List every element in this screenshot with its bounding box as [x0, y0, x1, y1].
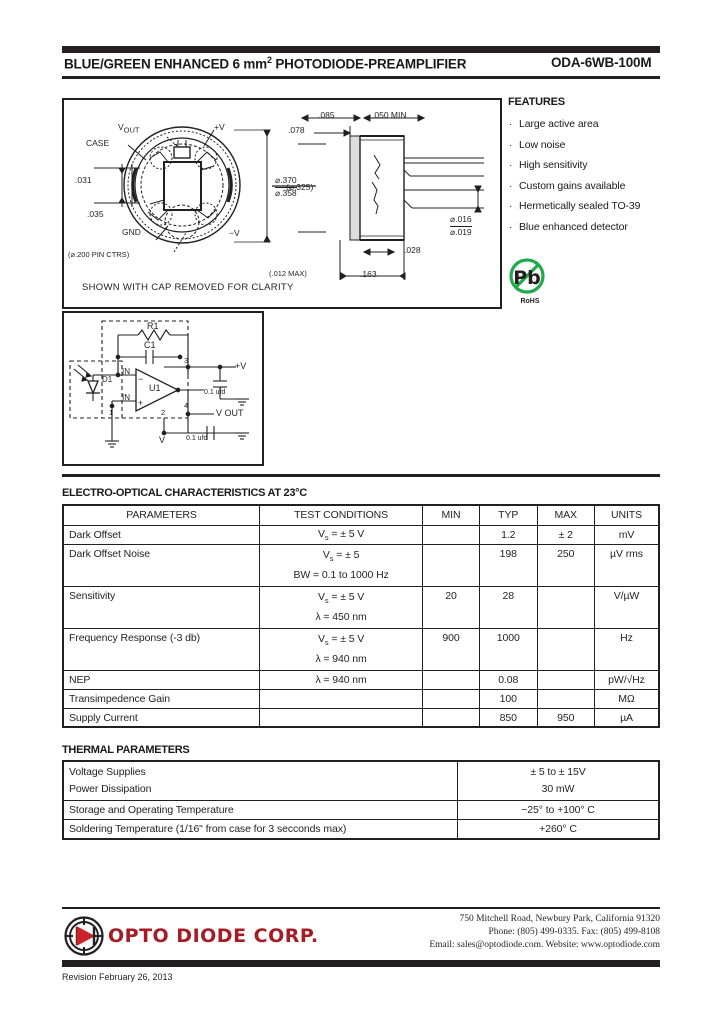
- cell-conditions: λ = 940 nm: [260, 670, 423, 689]
- cell-value-line1: ± 5 to ± 15V: [530, 766, 586, 778]
- label-u1: U1: [149, 383, 161, 393]
- cell-units: mV: [594, 525, 659, 544]
- cell-min: [423, 670, 480, 689]
- cell-typ: 100: [479, 689, 537, 708]
- svg-text:Pb: Pb: [513, 267, 541, 289]
- header-top-bar: [62, 46, 660, 53]
- label-dim-050-min: .050 MIN: [372, 110, 407, 120]
- cell-min: [423, 689, 480, 708]
- label-v-minus-supply: V: [159, 435, 166, 445]
- header-rule: [62, 76, 660, 79]
- footer-rule: [62, 907, 660, 909]
- contact-block: [360, 913, 660, 952]
- cell-value: [458, 761, 660, 801]
- feature-label: Low noise: [519, 138, 566, 151]
- table-row: [63, 525, 659, 544]
- label-d1: D1: [102, 375, 113, 384]
- col-parameters: PARAMETERS: [63, 505, 260, 525]
- bullet-icon: ·: [509, 139, 513, 151]
- label-dim-031: .031: [75, 175, 92, 185]
- opamp-minus-sign: −: [138, 374, 144, 384]
- rohs-mark: [507, 257, 553, 313]
- label-v-out: V OUT: [216, 408, 244, 418]
- thermal-table: [62, 760, 660, 840]
- bullet-icon: ·: [509, 160, 513, 171]
- table-row: [63, 628, 659, 670]
- feature-item: [509, 139, 679, 152]
- cell-parameter: Frequency Response (-3 db): [63, 628, 260, 670]
- cell-conditions: $V_s$ = ± 5 BW = 0.1 to 1000 Hz: [260, 544, 423, 586]
- col-typ: TYP: [479, 505, 537, 525]
- cell-max: 250: [537, 544, 594, 586]
- contact-address: 750 Mitchell Road, Newbury Park, California 91320: [459, 914, 660, 924]
- opamp-plus-sign: +: [138, 398, 144, 408]
- company-logo: [64, 916, 104, 956]
- table-row: [63, 544, 659, 586]
- cell-typ: 1.2: [479, 525, 537, 544]
- cell-min: 900: [423, 628, 480, 670]
- table-row: [63, 761, 659, 801]
- label-plus-v: +V: [214, 122, 225, 132]
- rohs-pb-icon: [507, 257, 553, 297]
- feature-item: [509, 180, 679, 193]
- col-units: UNITS: [594, 505, 659, 525]
- thermal-title: THERMAL PARAMETERS: [62, 744, 190, 756]
- cell-max: 950: [537, 708, 594, 727]
- section-divider: [62, 474, 660, 477]
- features-title: FEATURES: [508, 96, 565, 108]
- cell-conditions: $V_s$ = ± 5 V λ = 450 nm: [260, 586, 423, 628]
- label-pin-ctrs: (⌀.200 PIN CTRS): [68, 250, 130, 259]
- page-title-superscript: 2: [266, 55, 272, 65]
- label-dim-035: .035: [87, 209, 104, 219]
- bullet-icon: ·: [509, 180, 513, 192]
- cell-conditions-line2: BW = 0.1 to 1000 Hz: [293, 568, 389, 581]
- electro-optical-title: ELECTRO-OPTICAL CHARACTERISTICS AT 23°C: [62, 487, 307, 499]
- cell-conditions: [260, 689, 423, 708]
- label-pin2: 2: [161, 408, 166, 417]
- feature-label: Hermetically sealed TO-39: [519, 200, 641, 212]
- cell-conditions: [260, 708, 423, 727]
- cell-min: 20: [423, 586, 480, 628]
- schematic-box: [62, 311, 264, 466]
- label-c1: C1: [144, 340, 156, 350]
- revision-date: Revision February 26, 2013: [62, 972, 173, 982]
- label-minus-v: −V: [229, 228, 240, 238]
- col-min: MIN: [423, 505, 480, 525]
- label-dim-078: .078: [288, 125, 305, 135]
- cell-min: [423, 544, 480, 586]
- cell-units: Hz: [594, 628, 659, 670]
- label-gnd: GND: [122, 227, 141, 237]
- cell-value: −25° to +100° C: [458, 801, 660, 820]
- contact-phone-fax: Phone: (805) 499-0335. Fax: (805) 499-8108: [488, 927, 660, 937]
- cell-conditions: $V_s$ = ± 5 V: [260, 525, 423, 544]
- table-row: [63, 820, 659, 839]
- contact-email-website: Email: sales@optodiode.com. Website: www.optodiode.com: [429, 940, 660, 950]
- table-row: [63, 801, 659, 820]
- bullet-icon: ·: [509, 119, 513, 130]
- feature-item: [509, 221, 679, 234]
- cell-parameter: Dark Offset: [63, 525, 260, 544]
- bullet-icon: ·: [509, 221, 513, 233]
- cell-conditions-line2: λ = 450 nm: [315, 610, 367, 623]
- cell-parameter-line2: Power Dissipation: [69, 783, 152, 795]
- feature-item: [509, 200, 679, 213]
- feature-label: Blue enhanced detector: [519, 220, 628, 233]
- label-dim-085: .085: [318, 110, 335, 120]
- cell-parameter-line1: Voltage Supplies: [69, 766, 146, 778]
- mechanical-drawing-box: [62, 98, 502, 309]
- col-test-conditions: TEST CONDITIONS: [260, 505, 423, 525]
- label-dia-325: (⌀.325): [286, 182, 314, 192]
- col-max: MAX: [537, 505, 594, 525]
- feature-item: [509, 159, 679, 172]
- page-title-prefix: BLUE/GREEN ENHANCED 6 mm: [64, 56, 267, 72]
- cell-typ: 1000: [479, 628, 537, 670]
- feature-label: Large active area: [519, 118, 599, 130]
- label-vout: VOUT: [118, 122, 140, 135]
- label-cap2: 0.1 ufd: [186, 435, 208, 442]
- features-list: [509, 118, 679, 241]
- label-dim-028: .028: [404, 245, 421, 255]
- page-title-suffix: PHOTODIODE-PREAMPLIFIER: [271, 56, 467, 72]
- cell-parameter: Storage and Operating Temperature: [63, 801, 458, 820]
- table-row: [63, 670, 659, 689]
- cell-parameter: Sensitivity: [63, 586, 260, 628]
- label-dia-016-019: ⌀.016 ⌀.019: [450, 214, 472, 237]
- cell-parameter: NEP: [63, 670, 260, 689]
- cell-max: [537, 670, 594, 689]
- cell-min: [423, 708, 480, 727]
- table-row: [63, 708, 659, 727]
- label-dim-163: .163: [360, 269, 377, 279]
- cell-conditions-line2: λ = 940 nm: [315, 652, 367, 665]
- opto-diode-logo-icon: [64, 916, 104, 956]
- bullet-icon: ·: [509, 201, 513, 212]
- label-pin3: 3: [184, 356, 189, 365]
- cell-max: [537, 628, 594, 670]
- label-case: CASE: [86, 138, 110, 148]
- cell-typ: 0.08: [479, 670, 537, 689]
- table-row: [63, 586, 659, 628]
- drawing-caption: SHOWN WITH CAP REMOVED FOR CLARITY: [82, 282, 294, 293]
- label-in-minus: IN: [122, 367, 130, 376]
- cell-units: MΩ: [594, 689, 659, 708]
- table-header-row: [63, 505, 659, 525]
- footer-bottom-bar: [62, 960, 660, 967]
- cell-parameter: Transimpedence Gain: [63, 689, 260, 708]
- cell-parameter: Supply Current: [63, 708, 260, 727]
- cell-parameter: Dark Offset Noise: [63, 544, 260, 586]
- electro-optical-table: [62, 504, 660, 728]
- feature-label: Custom gains available: [519, 179, 626, 192]
- cell-value-line2: 30 mW: [541, 783, 575, 795]
- cell-min: [423, 525, 480, 544]
- label-dim-012-max: (.012 MAX): [269, 269, 307, 278]
- cell-typ: 198: [479, 544, 537, 586]
- cell-max: ± 2: [537, 525, 594, 544]
- cell-max: [537, 586, 594, 628]
- page-title: [64, 55, 466, 72]
- feature-label: High sensitivity: [519, 159, 588, 171]
- cell-units: V/µW: [594, 586, 659, 628]
- feature-item: [509, 118, 679, 131]
- cell-max: [537, 689, 594, 708]
- company-name: OPTO DIODE CORP.: [108, 925, 319, 947]
- label-pin4: 4: [184, 401, 189, 410]
- cell-typ: 850: [479, 708, 537, 727]
- label-in-plus: IN: [122, 393, 130, 402]
- rohs-label: RoHS: [520, 298, 540, 305]
- cell-conditions: $V_s$ = ± 5 V λ = 940 nm: [260, 628, 423, 670]
- label-pin1: 1: [109, 408, 114, 417]
- cell-units: pW/√Hz: [594, 670, 659, 689]
- label-r1: R1: [147, 321, 159, 331]
- part-number: ODA-6WB-100M: [551, 55, 652, 70]
- table-row: [63, 689, 659, 708]
- cell-typ: 28: [479, 586, 537, 628]
- cell-parameter: Soldering Temperature (1/16" from case for 3 secconds max): [63, 820, 458, 839]
- label-plus-v-supply: +V: [235, 361, 247, 371]
- cell-units: µV rms: [594, 544, 659, 586]
- cell-value: +260° C: [458, 820, 660, 839]
- cell-units: µA: [594, 708, 659, 727]
- label-dia-370-358: ⌀.370 ⌀.358: [275, 175, 297, 198]
- label-cap1: 0.1 ufd: [204, 389, 226, 396]
- cell-parameter: [63, 761, 458, 801]
